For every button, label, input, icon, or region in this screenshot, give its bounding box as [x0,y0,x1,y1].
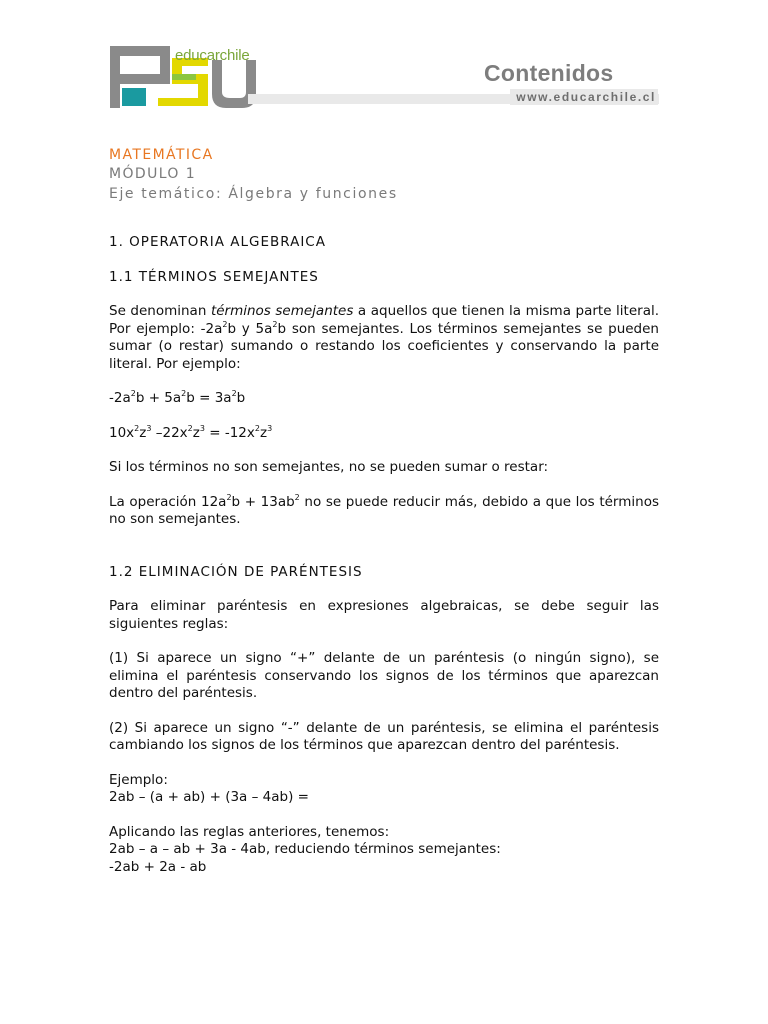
example-label: Ejemplo: [109,771,168,788]
equation-2: $10x^2z^3$ $-22x^2z^3 = -12x^2z^3$ [109,423,273,441]
rule-2: (2) Si aparece un signo “-” delante de un paréntesis, se elimina el paréntesis cambiando los signos de los términos que aparezcan dentro del paréntesis. [109,719,659,753]
paragraph-non-similar: Si los términos no son semejantes, no se pueden sumar o restar: [109,459,549,475]
apply-label: Aplicando las reglas anteriores, tenemos: [109,823,390,840]
apply-result: -2ab + 2a - ab [109,858,207,875]
axis-title: Eje temático: Álgebra y funciones [109,186,398,202]
paragraph-operation: La operación $12a^2b + 13ab^2$ no se puede reducir más, debido a que los términos no son semejantes. [109,492,659,527]
section-1-2-heading: 1.2 ELIMINACIÓN DE PARÉNTESIS [109,563,363,580]
header-title: Contenidos [484,60,614,86]
paragraph-definition: Se denominan términos semejantes a aquellos que tienen la misma parte literal. Por ejemplo: $-2a^2b$ y $5a^2b$ son semejantes. Los términos semejantes se pueden sumar (o restar) sumando o restando los coeficientes y conservando la parte literal. Por ejemplo: [109,303,660,372]
paragraph-rules-intro: Para eliminar paréntesis en expresiones algebraicas, se debe seguir las siguientes reglas: [109,598,659,632]
brand-name: educarchile [175,47,250,64]
subject-title: MATEMÁTICA [109,147,214,163]
section-1-heading: 1. OPERATORIA ALGEBRAICA [109,234,326,250]
module-title: MÓDULO 1 [109,166,197,182]
document-body [109,146,659,876]
equation-1: $-2a^2b + 5a^2b = 3a^2b$ [109,389,246,406]
rule-1: (1) Si aparece un signo “+” delante de un paréntesis (o ningún signo), se elimina el paréntesis conservando los signos de los términos que aparezcan dentro del paréntesis. [109,650,659,701]
logo-teal-block [122,88,146,106]
logo-green-accent [172,74,196,80]
term-emphasis: términos semejantes [210,303,354,319]
example-expression: 2ab – (a + ab) + (3a – 4ab) = [109,789,309,805]
section-1-1-heading: 1.1 TÉRMINOS SEMEJANTES [109,268,319,285]
apply-step: 2ab – a – ab + 3a - 4ab, reduciendo términos semejantes: [109,841,501,857]
header-url: www.educarchile.cl [510,89,658,105]
